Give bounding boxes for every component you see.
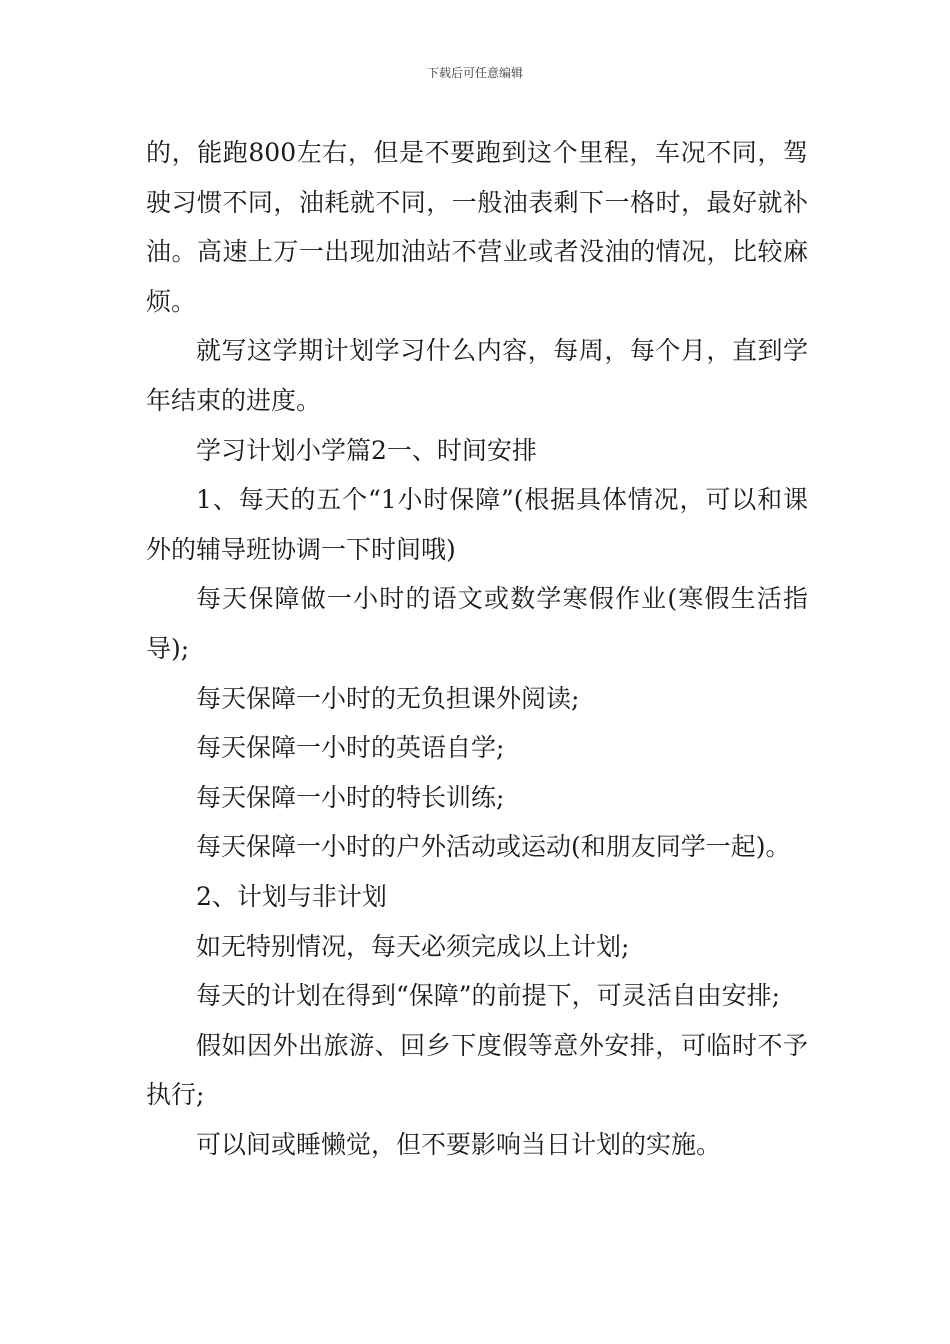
paragraph-9: 每天保障一小时的户外活动或运动(和朋友同学一起)。 xyxy=(196,832,791,862)
paragraph-5: 每天保障做一小时的语文或数学寒假作业(寒假生活指导); xyxy=(146,584,808,663)
document-body xyxy=(146,128,808,1169)
paragraph-14: 可以间或睡懒觉，但不要影响当日计划的实施。 xyxy=(196,1129,722,1159)
paragraph-13: 假如因外出旅游、回乡下度假等意外安排，可临时不予执行; xyxy=(146,1030,808,1110)
section-heading: 学习计划小学篇2一、时间安排 xyxy=(196,435,537,465)
paragraph-7: 每天保障一小时的英语自学; xyxy=(196,733,505,763)
paragraph-12: 每天的计划在得到“保障”的前提下，可灵活自由安排; xyxy=(196,981,780,1011)
paragraph-8: 每天保障一小时的特长训练; xyxy=(196,782,505,812)
paragraph-4: 1、每天的五个“1小时保障”(根据具体情况，可以和课外的辅导班协调一下时间哦) xyxy=(146,485,808,564)
subsection-heading: 2、计划与非计划 xyxy=(196,881,387,911)
paragraph-2: 就写这学期计划学习什么内容，每周，每个月，直到学年结束的进度。 xyxy=(146,336,808,415)
paragraph-1: 的，能跑800左右，但是不要跑到这个里程，车况不同，驾驶习惯不同，油耗就不同，一般油表剩下一格时，最好就补油。高速上万一出现加油站不营业或者没油的情况，比较麻烦。 xyxy=(146,138,808,316)
paragraph-11: 如无特别情况，每天必须完成以上计划; xyxy=(196,931,630,961)
page-header: 下载后可任意编辑 xyxy=(426,66,523,80)
paragraph-6: 每天保障一小时的无负担课外阅读; xyxy=(196,683,580,713)
